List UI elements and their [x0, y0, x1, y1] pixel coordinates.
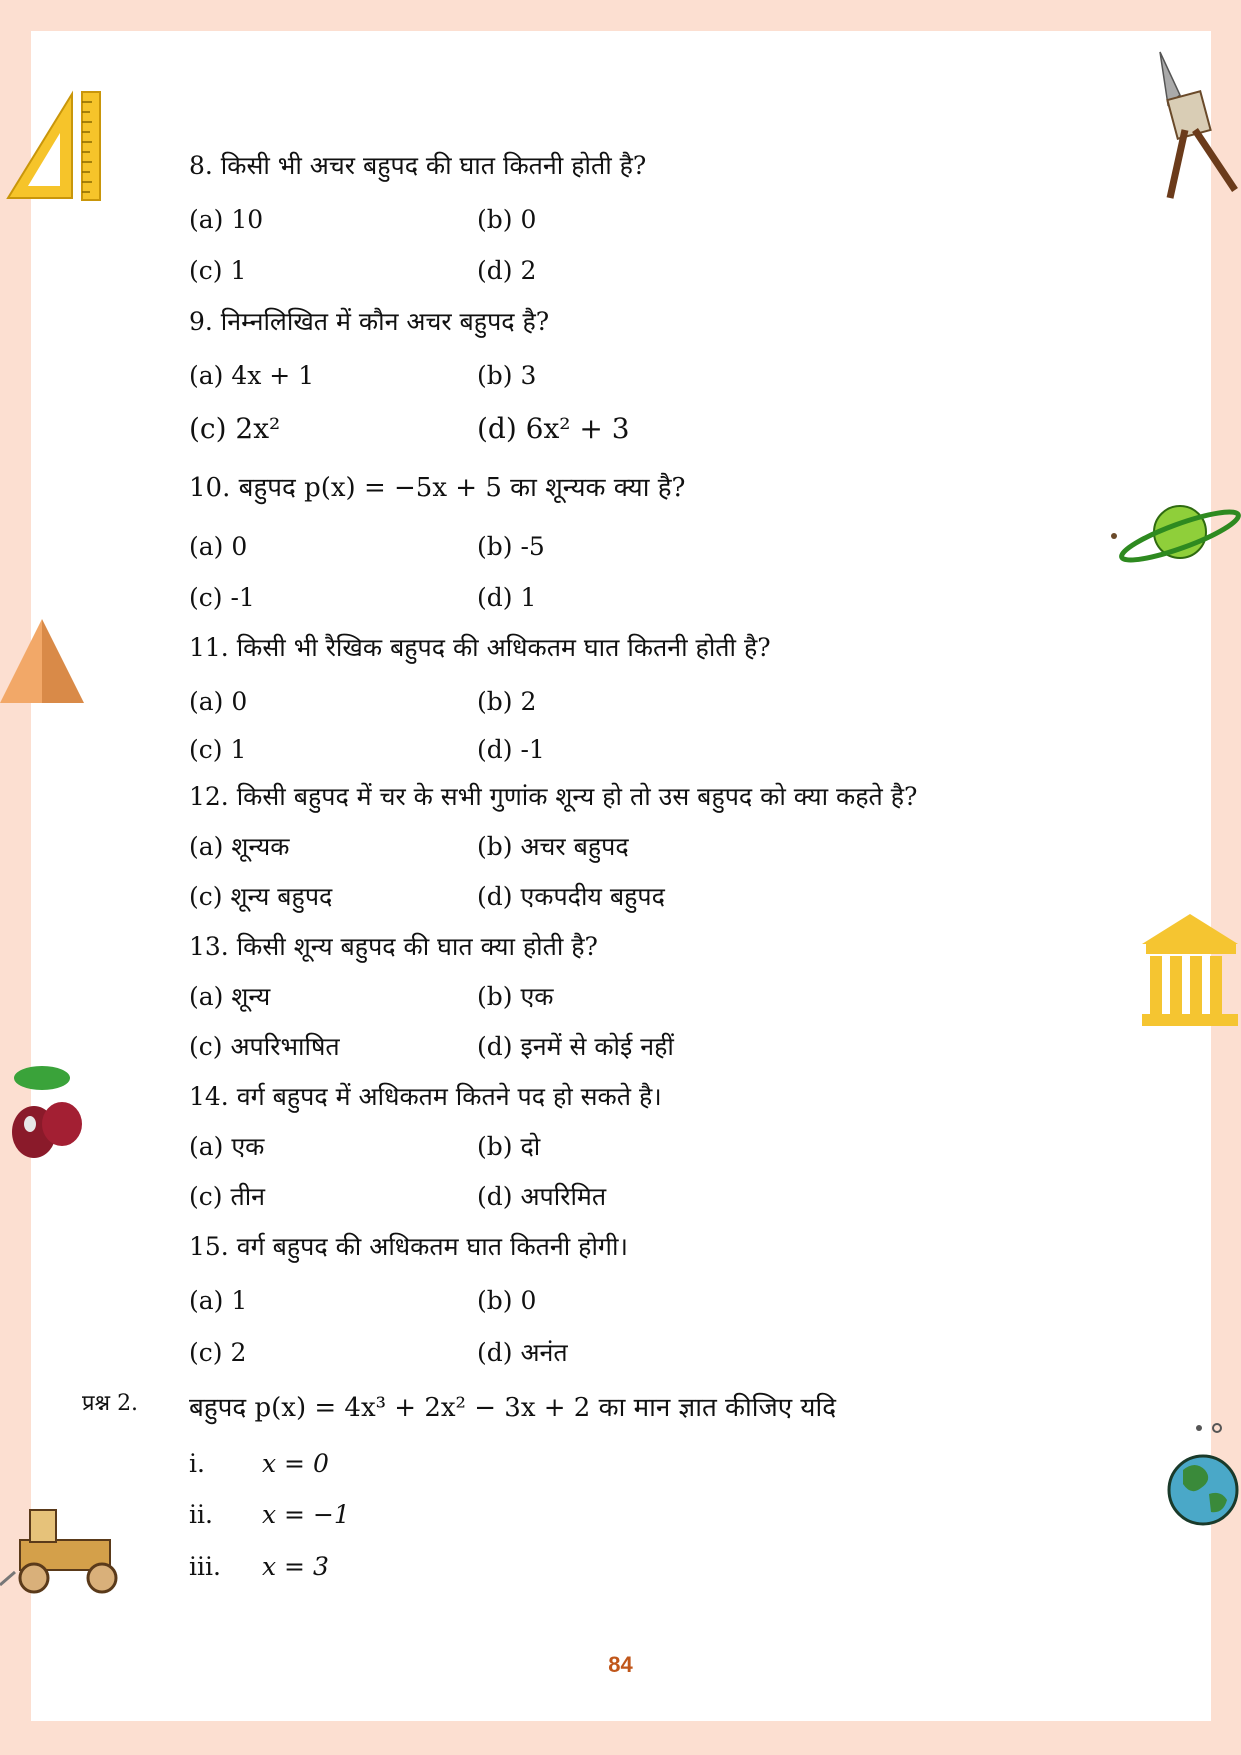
q12-option-c: (c) शून्य बहुपद [189, 882, 333, 911]
q2-part-ii-number: ii. [189, 1500, 213, 1529]
q10-option-a: (a) 0 [189, 532, 248, 561]
question-14: 14. वर्ग बहुपद में अधिकतम कितने पद हो सकते है। [189, 1082, 662, 1111]
q13-option-a: (a) शून्य [189, 982, 271, 1011]
q9-option-d: (d) 6x² + 3 [477, 412, 630, 445]
q14-option-d: (d) अपरिमित [477, 1182, 607, 1211]
q2-part-ii-value: x = −1 [262, 1500, 350, 1529]
q8-option-b: (b) 0 [477, 205, 537, 234]
q2-part-i-value: x = 0 [262, 1449, 329, 1478]
globe-icon [1165, 1420, 1241, 1530]
pyramid-icon [0, 615, 86, 705]
page-number: 84 [608, 1652, 633, 1677]
q10-option-b: (b) -5 [477, 532, 545, 561]
question-12: 12. किसी बहुपद में चर के सभी गुणांक शून्य हो तो उस बहुपद को क्या कहते है? [189, 782, 918, 811]
q11-option-c: (c) 1 [189, 735, 247, 764]
q15-option-d: (d) अनंत [477, 1338, 568, 1367]
q14-option-b: (b) दो [477, 1132, 541, 1161]
q15-option-c: (c) 2 [189, 1338, 247, 1367]
q15-option-a: (a) 1 [189, 1286, 248, 1315]
q12-option-b: (b) अचर बहुपद [477, 832, 629, 861]
q11-option-d: (d) -1 [477, 735, 545, 764]
q14-option-a: (a) एक [189, 1132, 265, 1161]
q13-option-b: (b) एक [477, 982, 554, 1011]
q10-option-d: (d) 1 [477, 583, 537, 612]
q12-option-d: (d) एकपदीय बहुपद [477, 882, 665, 911]
vintage-car-icon [0, 1500, 130, 1595]
greek-temple-icon [1140, 912, 1241, 1030]
question-13: 13. किसी शून्य बहुपद की घात क्या होती है? [189, 932, 598, 961]
question-9: 9. निम्नलिखित में कौन अचर बहुपद है? [189, 307, 550, 336]
q8-option-a: (a) 10 [189, 205, 264, 234]
q9-option-a: (a) 4x + 1 [189, 361, 315, 390]
q2-part-iii-number: iii. [189, 1552, 221, 1581]
q8-option-d: (d) 2 [477, 256, 537, 285]
q2-part-i-number: i. [189, 1449, 205, 1478]
question-2-text: बहुपद p(x) = 4x³ + 2x² − 3x + 2 का मान ज्ञात कीजिए यदि [189, 1393, 837, 1423]
q14-option-c: (c) तीन [189, 1182, 266, 1211]
q9-option-b: (b) 3 [477, 361, 537, 390]
q8-option-c: (c) 1 [189, 256, 247, 285]
q9-option-c: (c) 2x² [189, 412, 281, 445]
q11-option-b: (b) 2 [477, 687, 537, 716]
compass-icon [1150, 50, 1240, 205]
question-15: 15. वर्ग बहुपद की अधिकतम घात कितनी होगी। [189, 1232, 628, 1261]
question-2-label: प्रश्न 2. [82, 1391, 139, 1416]
question-10: 10. बहुपद p(x) = −5x + 5 का शून्यक क्या है? [189, 473, 686, 503]
set-square-ruler-icon [4, 88, 104, 203]
cherries-icon [4, 1060, 86, 1165]
q2-part-iii-value: x = 3 [262, 1552, 329, 1581]
saturn-planet-icon [1110, 500, 1241, 570]
question-8: 8. किसी भी अचर बहुपद की घात कितनी होती है? [189, 151, 647, 180]
q12-option-a: (a) शून्यक [189, 832, 290, 861]
q10-option-c: (c) -1 [189, 583, 255, 612]
q13-option-d: (d) इनमें से कोई नहीं [477, 1032, 674, 1061]
q13-option-c: (c) अपरिभाषित [189, 1032, 340, 1061]
q15-option-b: (b) 0 [477, 1286, 537, 1315]
q11-option-a: (a) 0 [189, 687, 248, 716]
question-11: 11. किसी भी रैखिक बहुपद की अधिकतम घात कितनी होती है? [189, 633, 771, 662]
